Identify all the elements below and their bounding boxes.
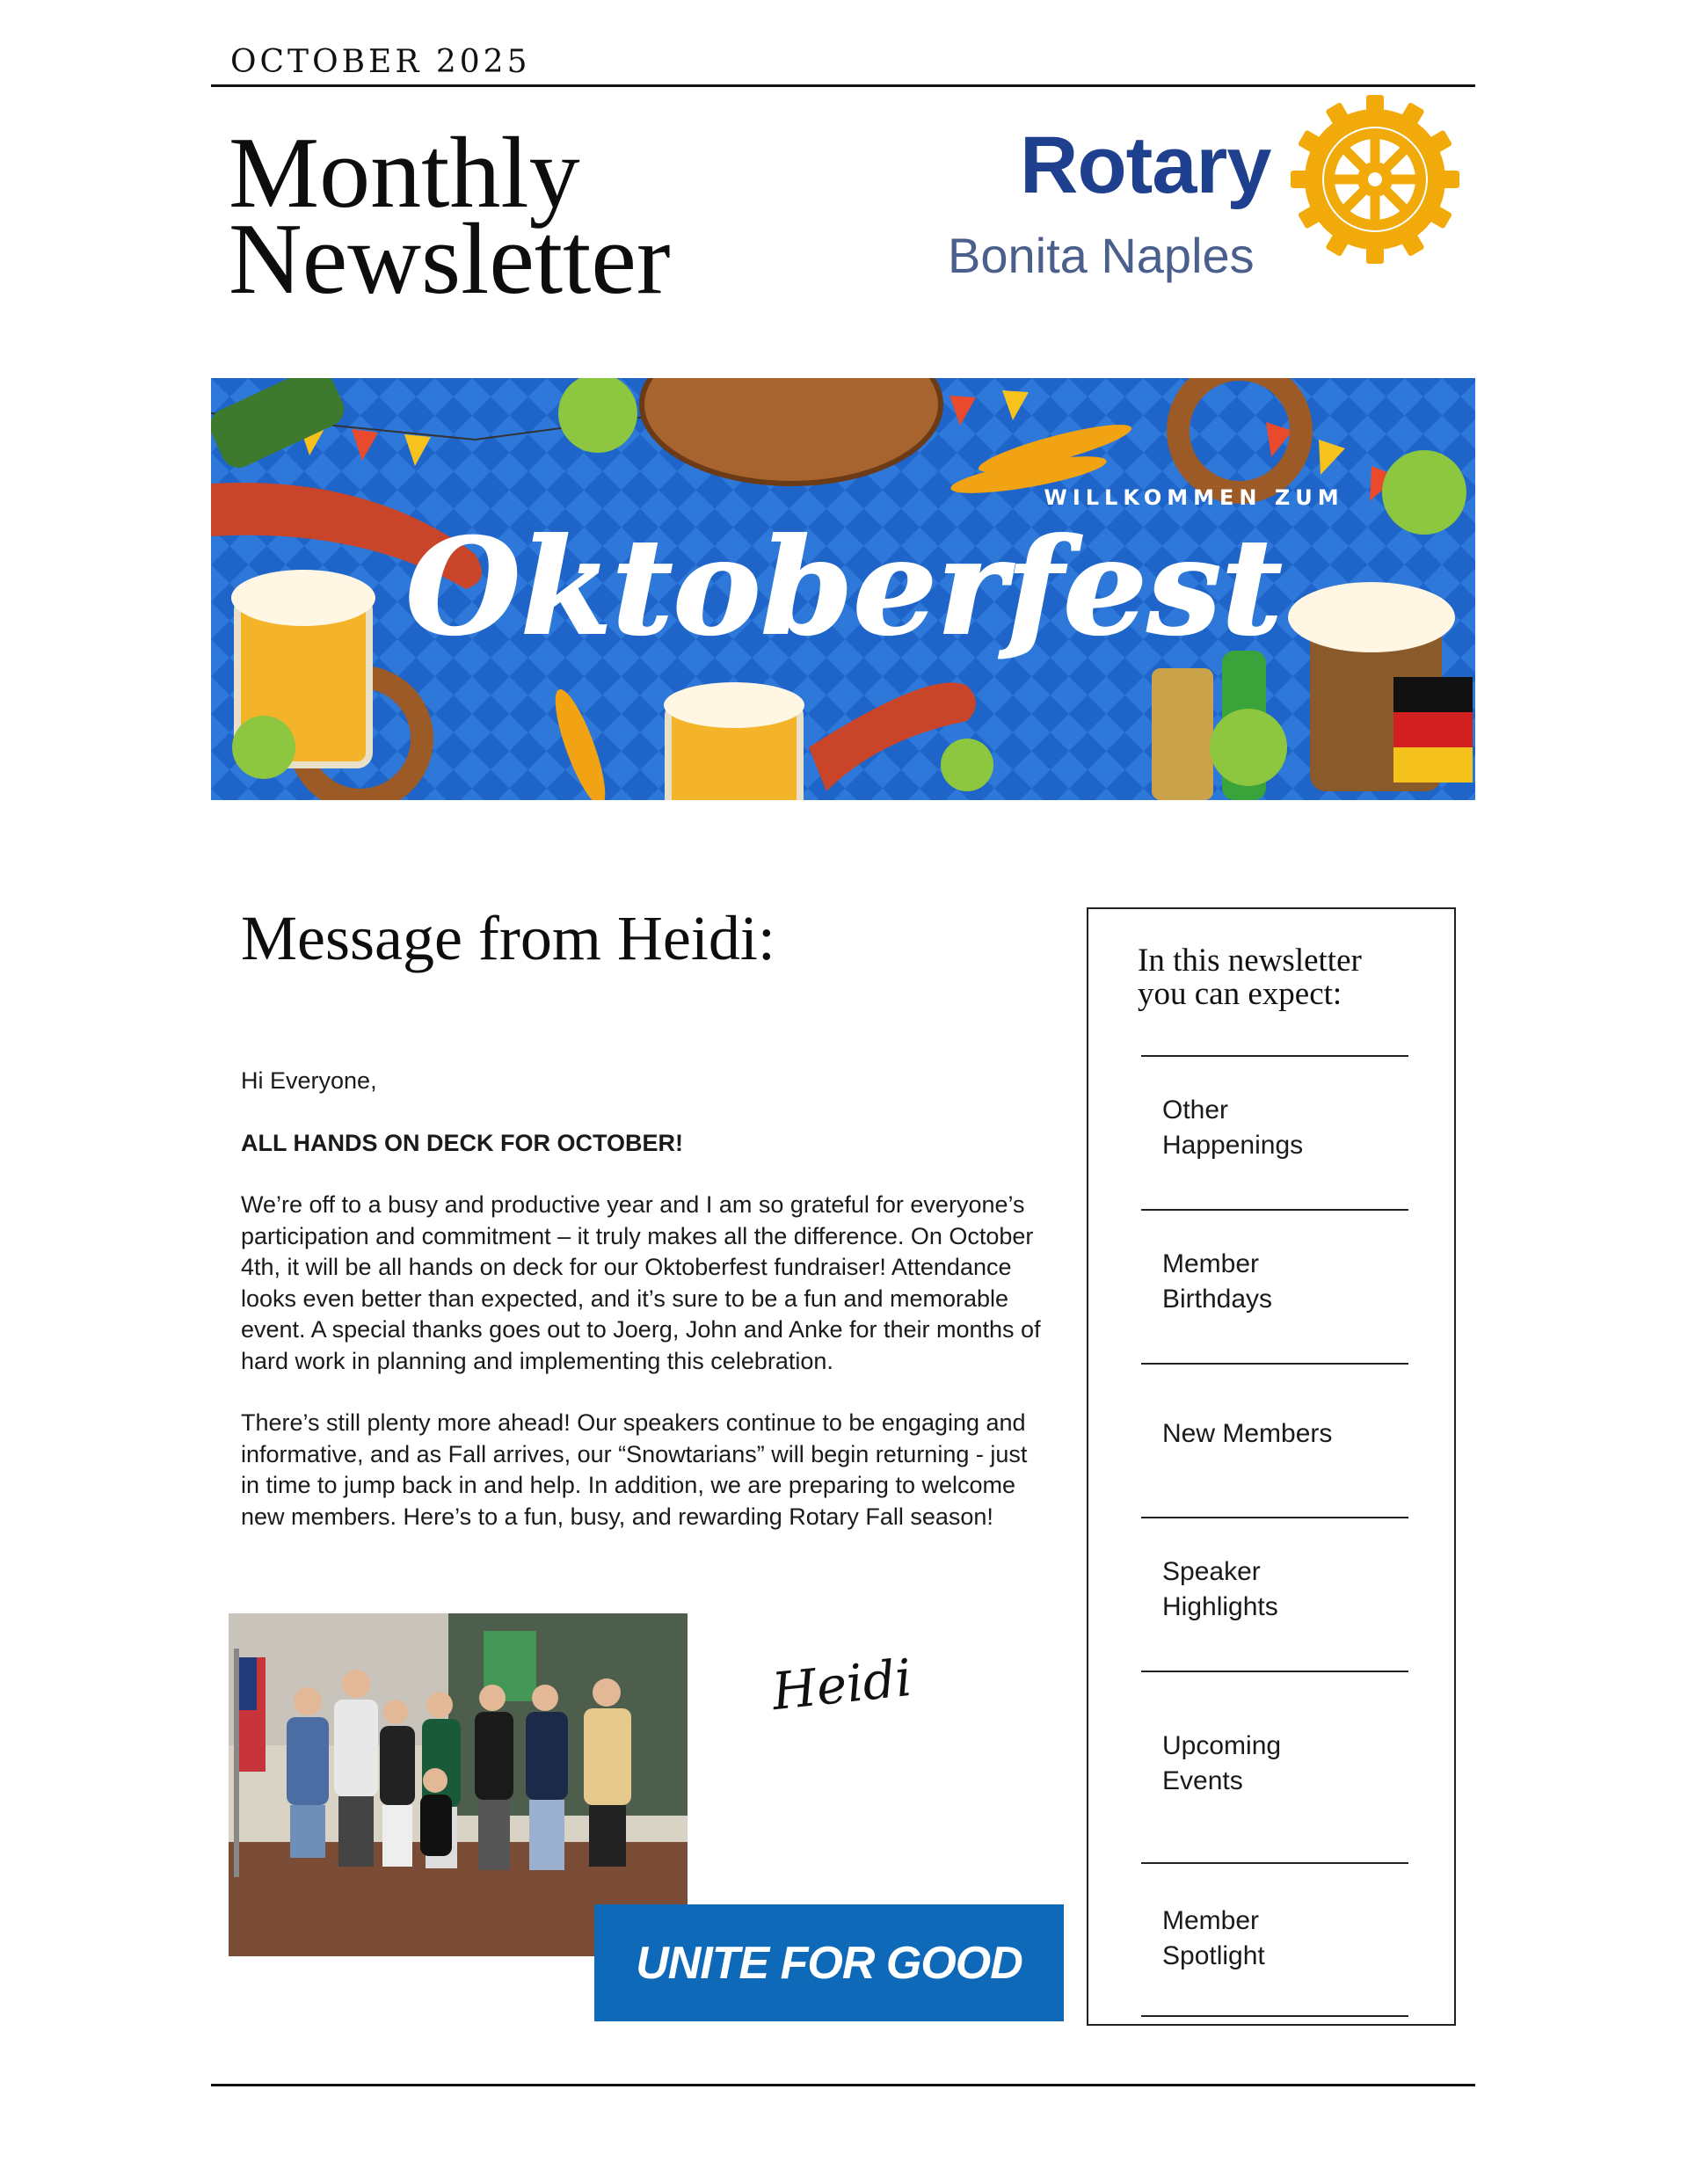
toc-item-label: Member bbox=[1162, 1249, 1260, 1278]
toc-divider bbox=[1141, 1517, 1408, 1518]
toc-item-label: Happenings bbox=[1162, 1131, 1304, 1160]
toc-item-label: Events bbox=[1162, 1766, 1243, 1795]
toc-heading-line-1: In this newsletter bbox=[1138, 943, 1362, 979]
toc-divider bbox=[1141, 1363, 1408, 1365]
toc-item-member-spotlight[interactable] bbox=[1162, 1904, 1391, 1974]
signature-heidi: Heidi bbox=[768, 1647, 915, 1722]
oktoberfest-banner bbox=[211, 378, 1475, 800]
toc-heading-line-2: you can expect: bbox=[1138, 976, 1342, 1012]
message-headline: ALL HANDS ON DECK FOR OCTOBER! bbox=[241, 1129, 684, 1156]
toc-item-label: New Members bbox=[1162, 1419, 1333, 1448]
title-line-1: Monthly bbox=[229, 117, 580, 229]
toc-divider bbox=[1141, 1862, 1408, 1864]
rotary-club-name: Bonita Naples bbox=[948, 228, 1255, 283]
toc-item-new-members[interactable] bbox=[1162, 1416, 1391, 1452]
unite-for-good-badge: UNITE FOR GOOD bbox=[594, 1904, 1064, 2021]
toc-item-label: Speaker bbox=[1162, 1557, 1261, 1586]
banner-illustration bbox=[211, 378, 1475, 800]
toc-item-other-happenings[interactable] bbox=[1162, 1093, 1391, 1163]
message-title: Message from Heidi: bbox=[241, 903, 775, 973]
toc-divider bbox=[1141, 1209, 1408, 1211]
header-rule bbox=[211, 84, 1475, 87]
toc-divider bbox=[1141, 1671, 1408, 1672]
rotary-logo-word: Rotary bbox=[1020, 120, 1271, 210]
rotary-wheel-icon bbox=[1287, 91, 1463, 267]
footer-rule bbox=[211, 2084, 1475, 2086]
toc-item-label: Member bbox=[1162, 1906, 1260, 1935]
toc-divider bbox=[1141, 2015, 1408, 2017]
toc-item-label: Spotlight bbox=[1162, 1941, 1265, 1970]
issue-date: OCTOBER 2025 bbox=[230, 44, 531, 80]
message-paragraph-1: We’re off to a busy and productive year and I am so grateful for everyone’s participation and commitment – it truly makes all the difference. On October 4th, it will be all hands on deck for our Oktoberfest fundraiser! Attendance looks even better than expected, and it’s sure to be a fun and memorable event. A special thanks goes out to Joerg, John and Anke for their months of hard work in planning and implementing this celebration. bbox=[241, 1191, 1041, 1374]
page-title bbox=[229, 117, 671, 316]
toc-item-label: Birthdays bbox=[1162, 1285, 1273, 1314]
greeting: Hi Everyone, bbox=[241, 1067, 377, 1094]
toc-item-label: Highlights bbox=[1162, 1592, 1278, 1621]
toc-item-upcoming-events[interactable] bbox=[1162, 1729, 1391, 1799]
toc-item-label: Upcoming bbox=[1162, 1731, 1282, 1760]
title-line-2: Newsletter bbox=[229, 203, 671, 316]
message-paragraph-2: There’s still plenty more ahead! Our speakers continue to be engaging and informative, and as Fall arrives, our “Snowtarians” will begin returning - just in time to jump back in and help. In addition, we are preparing to welcome new members. Here’s to a fun, busy, and rewarding Rotary Fall season! bbox=[241, 1409, 1028, 1530]
toc-divider bbox=[1141, 1055, 1408, 1057]
toc-item-label: Other bbox=[1162, 1096, 1229, 1125]
message-body bbox=[241, 1066, 1050, 1563]
banner-welcome-text: WILLKOMMEN ZUM bbox=[1044, 485, 1344, 510]
banner-oktoberfest-text: Oktoberfest bbox=[405, 510, 1283, 665]
toc-item-member-birthdays[interactable] bbox=[1162, 1247, 1391, 1317]
toc-box bbox=[1087, 907, 1456, 2026]
toc-item-speaker-highlights[interactable] bbox=[1162, 1554, 1391, 1625]
toc-heading bbox=[1138, 944, 1362, 1011]
